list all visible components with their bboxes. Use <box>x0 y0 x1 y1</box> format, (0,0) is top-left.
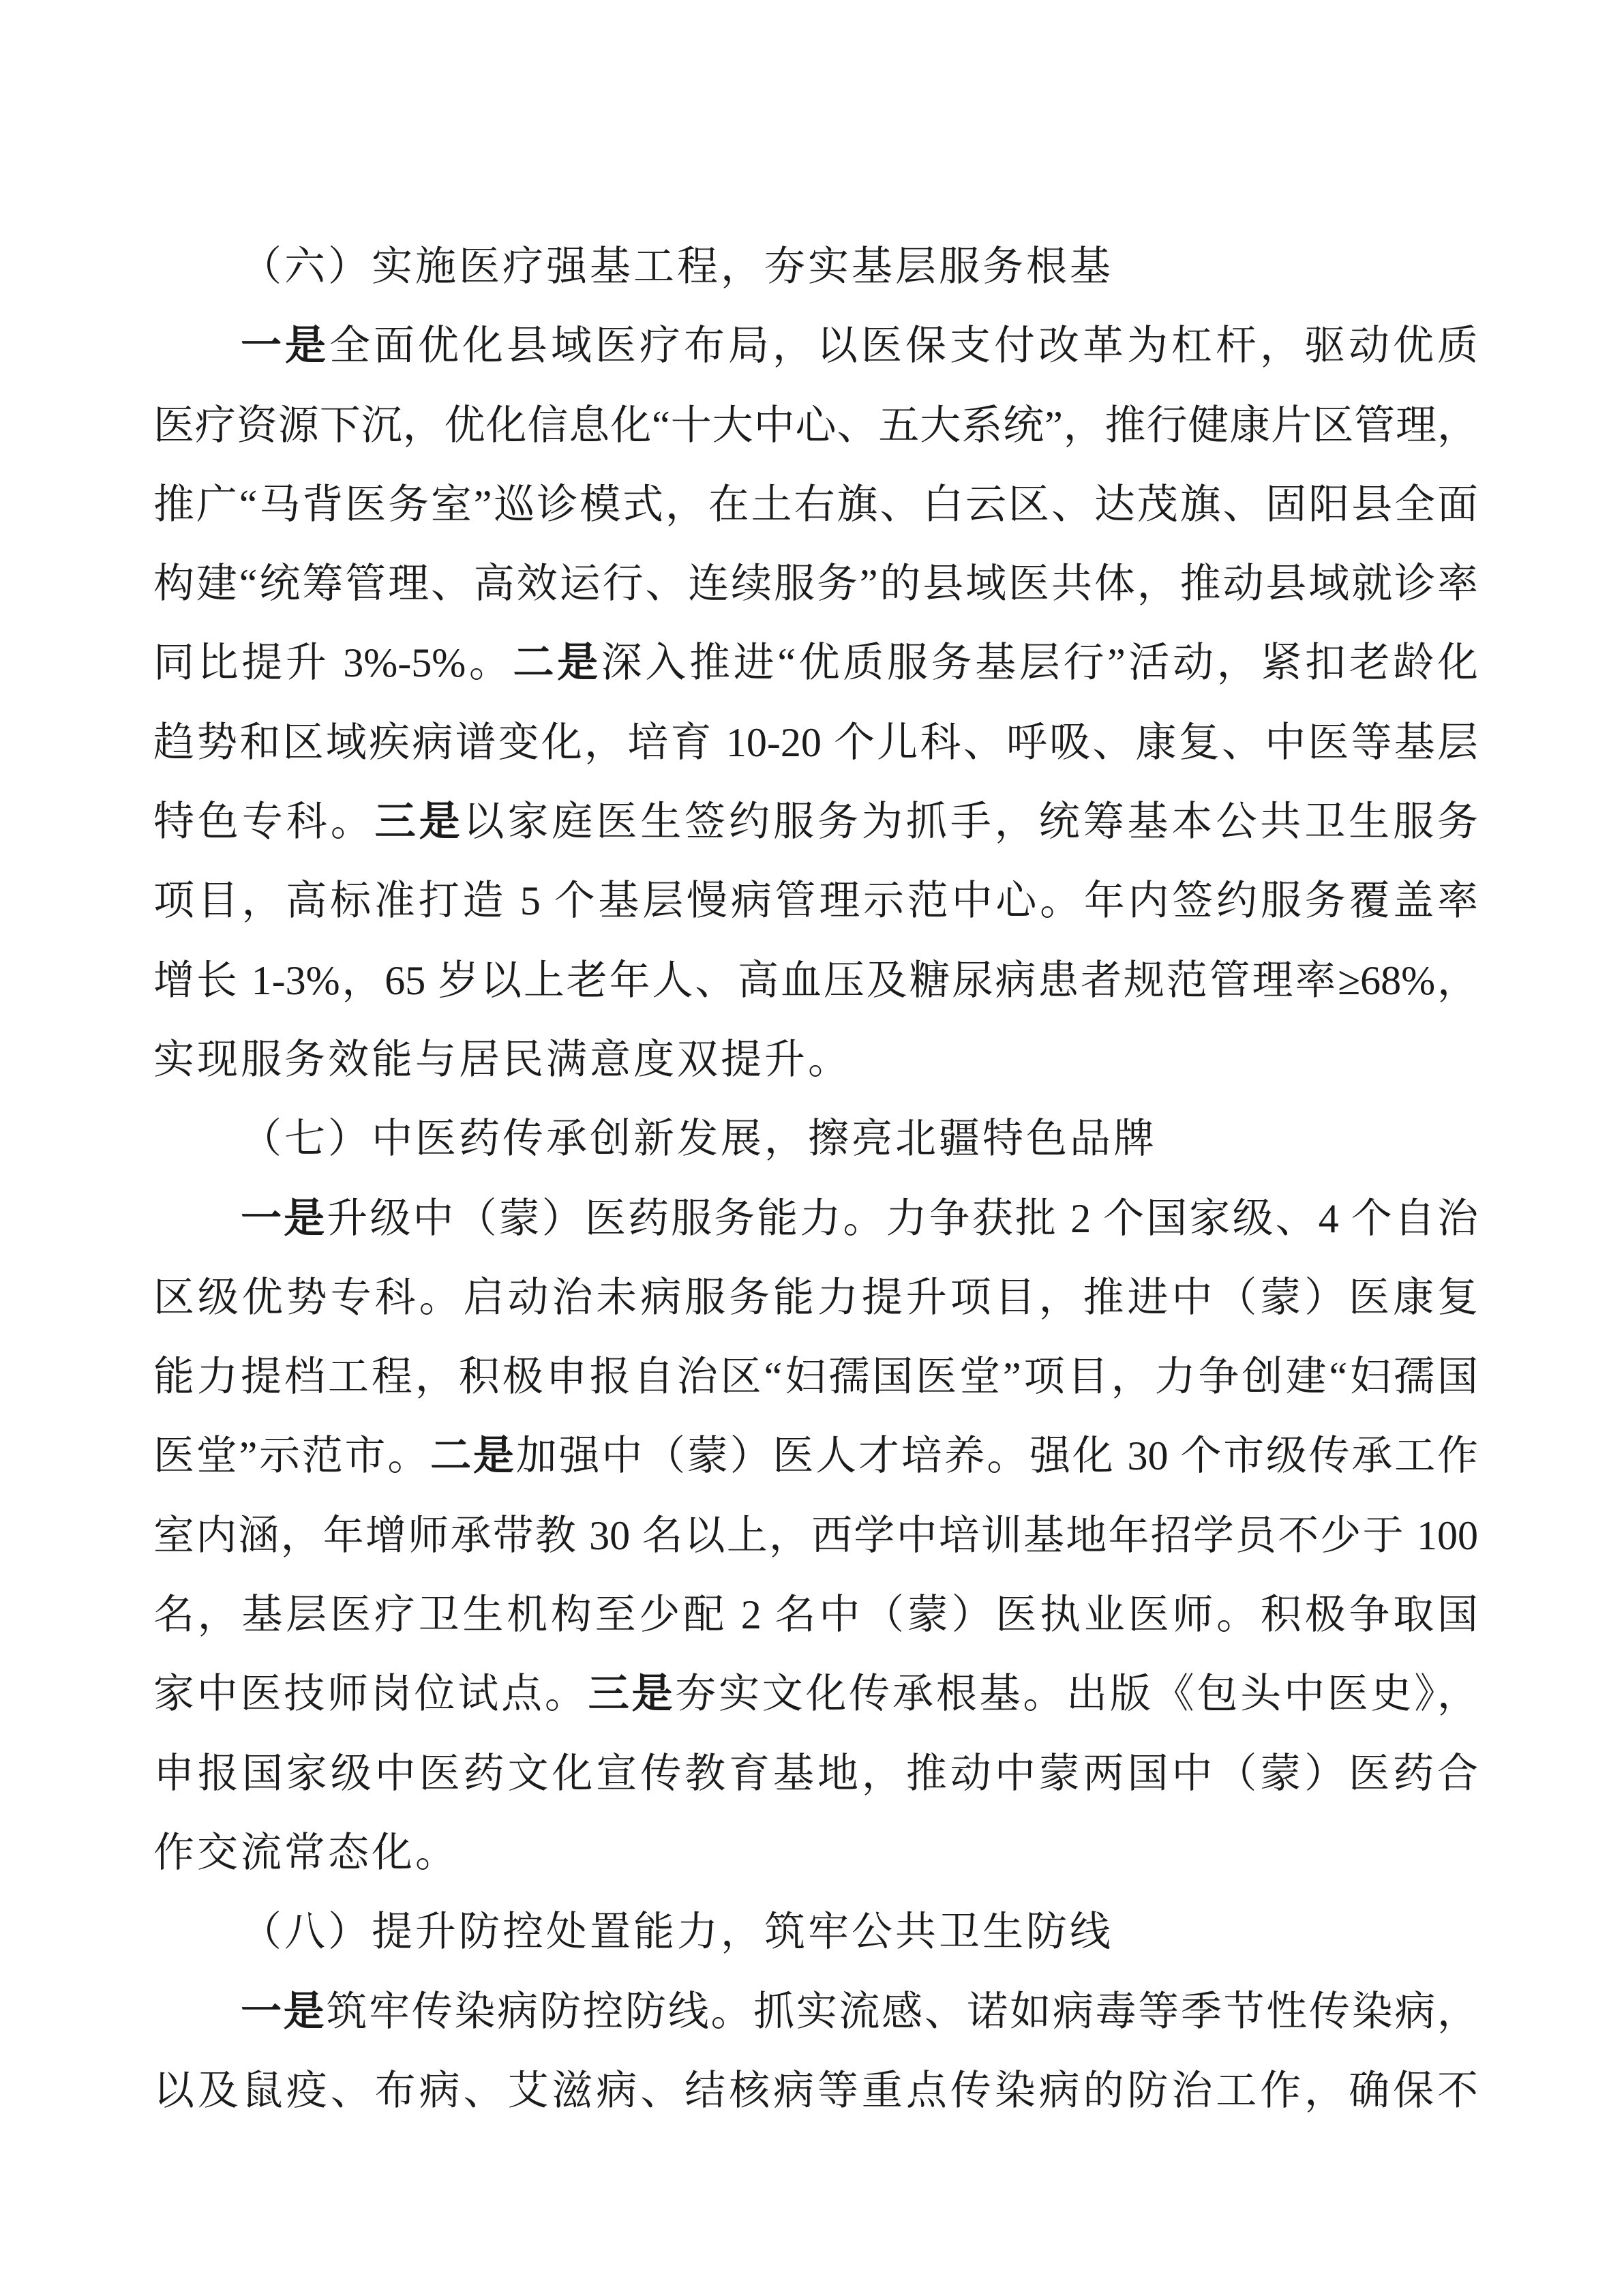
text-line <box>153 544 1478 623</box>
text-line <box>153 1258 1478 1337</box>
paragraph <box>153 306 1478 1099</box>
text-run: 以家庭医生签约服务为抓手，统筹基本公共卫生服务 <box>463 799 1478 845</box>
text-run: 特色专科。 <box>153 799 375 845</box>
text-line <box>153 306 1478 385</box>
point-label: 二是 <box>430 1433 516 1479</box>
text-line <box>153 1734 1478 1813</box>
text-run: 同比提升 3%-5%。 <box>153 640 513 686</box>
text-run: 筑牢传染病防控防线。抓实流感、诺如病毒等季节性传染病， <box>326 1988 1478 2034</box>
text-run: 构建“统筹管理、高效运行、连续服务”的县域医共体，推动县域就诊率 <box>153 561 1478 607</box>
point-label: 一是 <box>241 323 329 369</box>
text-line <box>153 1020 1478 1099</box>
text-line <box>153 386 1478 465</box>
point-label: 二是 <box>513 640 601 686</box>
text-line <box>153 2051 1478 2130</box>
point-label: 一是 <box>241 1988 327 2034</box>
text-run: 升级中（蒙）医药服务能力。力争获批 2 个国家级、4 个自治 <box>327 1195 1478 1241</box>
text-run: 加强中（蒙）医人才培养。强化 30 个市级传承工作 <box>515 1433 1478 1479</box>
text-line <box>153 941 1478 1020</box>
text-run: 深入推进“优质服务基层行”活动，紧扣老龄化 <box>601 640 1478 686</box>
point-label: 三是 <box>374 799 464 845</box>
text-line <box>153 1416 1478 1495</box>
section-heading: （六）实施医疗强基工程，夯实基层服务根基 <box>241 244 1113 289</box>
paragraph <box>153 1972 1478 2131</box>
text-run: 区级优势专科。启动治未病服务能力提升项目，推进中（蒙）医康复 <box>153 1274 1478 1320</box>
section-heading: （八）提升防控处置能力，筑牢公共卫生防线 <box>241 1909 1113 1955</box>
text-run: 增长 1-3%，65 岁以上老年人、高血压及糖尿病患者规范管理率≥68%， <box>153 957 1478 1003</box>
text-line <box>153 1654 1478 1733</box>
text-run: 以及鼠疫、布病、艾滋病、结核病等重点传染病的防治工作，确保不 <box>153 2068 1478 2113</box>
document-body <box>153 227 1478 2130</box>
text-line <box>153 861 1478 940</box>
text-line <box>153 782 1478 861</box>
text-run: 申报国家级中医药文化宣传教育基地，推动中蒙两国中（蒙）医药合 <box>153 1750 1478 1796</box>
text-line <box>153 1972 1478 2051</box>
point-label: 一是 <box>241 1195 327 1241</box>
text-run: 医堂”示范市。 <box>153 1433 431 1479</box>
section <box>153 1892 1478 2130</box>
section-heading: （七）中医药传承创新发展，擦亮北疆特色品牌 <box>241 1116 1157 1162</box>
text-run: 能力提档工程，积极申报自治区“妇孺国医堂”项目，力争创建“妇孺国 <box>153 1354 1478 1400</box>
section <box>153 1099 1478 1892</box>
text-line <box>153 1575 1478 1654</box>
text-run: 推广“马背医务室”巡诊模式，在土右旗、白云区、达茂旗、固阳县全面 <box>153 481 1478 527</box>
text-line <box>153 1496 1478 1575</box>
text-line <box>153 703 1478 782</box>
text-run: 家中医技师岗位试点。 <box>153 1671 588 1717</box>
text-line <box>153 1179 1478 1258</box>
text-line <box>153 623 1478 702</box>
paragraph <box>153 1179 1478 1893</box>
text-run: 作交流常态化。 <box>153 1830 459 1875</box>
text-line <box>153 1813 1478 1892</box>
text-run: 全面优化县域医疗布局，以医保支付改革为杠杆，驱动优质 <box>329 323 1478 369</box>
text-run: 医疗资源下沉，优化信息化“十大中心、五大系统”，推行健康片区管理， <box>153 402 1478 448</box>
text-run: 趋势和区域疾病谱变化，培育 10-20 个儿科、呼吸、康复、中医等基层 <box>153 719 1478 765</box>
text-run: 项目，高标准打造 5 个基层慢病管理示范中心。年内签约服务覆盖率 <box>153 878 1478 924</box>
text-run: 实现服务效能与居民满意度双提升。 <box>153 1037 852 1082</box>
point-label: 三是 <box>588 1671 676 1717</box>
section <box>153 227 1478 1099</box>
text-line <box>153 465 1478 544</box>
text-run: 名，基层医疗卫生机构至少配 2 名中（蒙）医执业医师。积极争取国 <box>153 1592 1478 1638</box>
text-run: 室内涵，年增师承带教 30 名以上，西学中培训基地年招学员不少于 100 <box>153 1512 1478 1558</box>
text-line <box>153 1337 1478 1416</box>
text-run: 夯实文化传承根基。出版《包头中医史》， <box>675 1671 1478 1717</box>
